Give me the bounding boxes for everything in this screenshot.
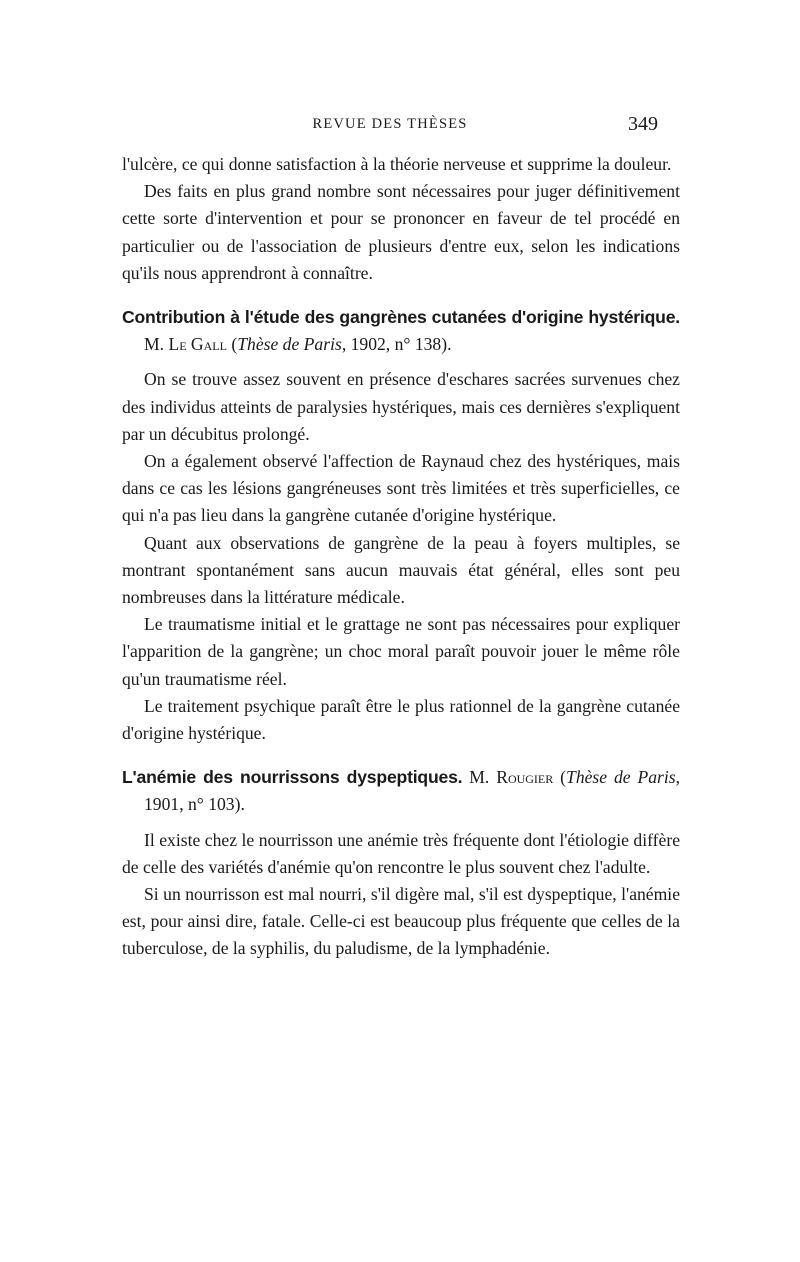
citation-open: ( [560,767,567,788]
paragraph: Le traitement psychique paraît être le plus rationnel de la gangrène cutanée d'origine hystérique. [122,695,680,744]
citation-open: ( [231,334,238,355]
paragraph: On a également observé l'affection de Raynaud chez des hystériques, mais dans ce cas les lésions gangréneuses sont très limitées et très superficielles, ce qui n'a pas lieu dans la gangrène cutanée d'origine hystérique. [122,451,680,526]
running-head [122,113,658,140]
page-number: 349 [628,113,658,135]
article-heading [122,764,680,818]
thesis-source: Thèse de Paris [237,334,342,355]
author-prefix: M. [469,767,490,788]
paragraph: Il existe chez le nourrisson une anémie très fréquente dont l'étiologie diffère de celle des variétés d'anémie qu'on rencontre le plus souvent chez l'adulte. [122,829,680,877]
article-heading [122,304,680,358]
paragraph: Le traumatisme initial et le grattage ne sont pas nécessaires pour expliquer l'apparition de la gangrène; un choc moral paraît pouvoir jouer le même rôle qu'un traumatisme réel. [122,614,680,689]
paragraph: l'ulcère, ce qui donne satisfaction à la théorie nerveuse et supprime la douleur. [122,154,672,174]
body-text [122,151,680,963]
thesis-source: Thèse de Paris [566,767,676,788]
running-title: REVUE DES THÈSES [312,116,468,132]
article-title: L'anémie des nourrissons dyspeptiques. [122,767,463,788]
paragraph: Si un nourrisson est mal nourri, s'il digère mal, s'il est dyspeptique, l'anémie est, pour ainsi dire, fatale. Celle-ci est beaucoup plus fréquente que celles de la tuberculose, de la syphilis, du paludisme, de la lymphadénie. [122,884,680,959]
citation-details: , 1902, n° 138). [341,334,452,355]
paragraph: Quant aux observations de gangrène de la peau à foyers multiples, se montrant spontanément sans aucun mauvais état général, elles sont peu nombreuses dans la littérature médicale. [122,532,680,608]
author-name: Le Gall [168,334,227,355]
paragraph: On se trouve assez souvent en présence d'eschares sacrées survenues chez des individus atteints de paralysies hystériques, mais ces dernières s'expliquent par un décubitus prolongé. [122,369,680,444]
author-prefix: M. [144,334,165,355]
paragraph: Des faits en plus grand nombre sont nécessaires pour juger définitivement cette sorte d'intervention et pour se prononcer en faveur de tel procédé en particulier ou de l'association de plusieurs d'entre eux, selon les indications qu'ils nous apprendront à connaître. [122,181,680,283]
author-name: Rougier [496,767,554,788]
article-title: Contribution à l'étude des gangrènes cutanées d'origine hystérique. [122,307,680,328]
citation-details: , 1901, n° 103). [144,767,680,815]
